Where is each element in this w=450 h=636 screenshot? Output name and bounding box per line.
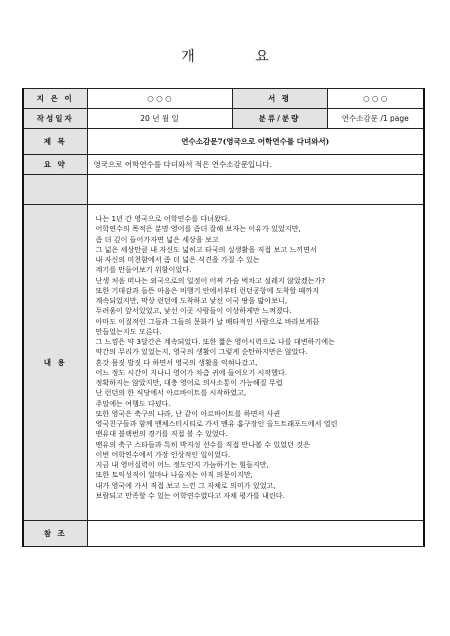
content-line: 혼갓 몸짓 발짓 다 하면서 영국의 생활을 익혀나갔고,: [95, 357, 258, 367]
subject-row: [23, 129, 424, 155]
reference-value: [87, 521, 424, 547]
content-label: 내 용: [23, 205, 87, 521]
summary-row: [23, 155, 424, 175]
content-line: 주말에는 여행도 다녔다.: [95, 398, 171, 408]
content-line: 이번 어학연수에서 가장 인상적인 일이었다.: [95, 449, 231, 459]
content-line: 좀 더 깊이 들어가자면 넓은 세상을 보고: [95, 234, 219, 244]
content-line: 계기를 만들어보기 위함이었다.: [95, 265, 192, 275]
content-line: 그 느낌은 약 3달간은 계속되었다. 또한 짧은 영어시력으로 나를 대변하기에는: [95, 337, 335, 346]
date-label: 작성일자: [23, 109, 87, 129]
date-row: [23, 109, 424, 129]
content-row: [23, 205, 424, 521]
content-line: 또한 토익성적이 얼마나 나올지는 아직 의문이지만,: [95, 470, 253, 480]
content-line: 어학연수의 목적은 분명 영어를 좀더 잘해 보자는 이유가 있었지만,: [95, 224, 301, 234]
page-title: 개 요: [181, 49, 297, 65]
author-value: ○ ○ ○: [87, 89, 232, 109]
content-line: 난생 처음 떠나는 외국으로의 일정이 어찌 가슴 벅차고 설레지 않았겠는가?: [95, 275, 326, 285]
overview-form: [22, 88, 425, 547]
date-value: 20 년 월 일: [87, 109, 232, 129]
summary-value: 영국으로 어학연수를 다녀와서 적은 연수소감문입니다.: [87, 155, 424, 175]
summary-label: 요 약: [23, 155, 87, 175]
category-label: 분류/분량: [232, 109, 327, 129]
category-value: 연수소감문 /1 page: [327, 109, 424, 129]
content-line: 또한 기대감과 들뜬 마음은 비행기 안에서부터 런던공항에 도착할 때까지: [95, 285, 320, 295]
content-line: 보람되고 만족할 수 있는 어학연수였다고 자체 평가를 내린다.: [95, 490, 285, 500]
content-line: 아마도 이질적인 그들과 그들의 문화가 날 배타적인 사람으로 바라보게끔: [95, 316, 320, 326]
reference-label: 참 조: [23, 521, 87, 547]
author-row: [23, 89, 424, 109]
content-line: 그 넓은 세상만큼 내 자신도 넓히고 타국의 실생활을 직접 보고 느끼면서: [95, 244, 317, 254]
spacer-row: [23, 175, 424, 205]
content-line: 또한 영국은 축구의 나라, 난 같이 아르바이트를 하면서 사귄: [95, 408, 281, 418]
content-lines: [96, 214, 418, 501]
reviewer-value: ○ ○ ○: [327, 89, 424, 109]
author-label: 지 은 이: [23, 89, 87, 109]
content-line: 약간의 무리가 있었는지, 영국의 생활이 그렇게 순탄하지만은 않았다.: [95, 347, 308, 357]
subject-value: 연수소감문7(영국으로 어학연수를 다녀와서): [87, 129, 424, 155]
reference-row: [23, 521, 424, 547]
content-line: 난 런던의 한 식당에서 아르바이트를 시작하였고,: [95, 388, 247, 398]
content-line: 영국친구들과 함께 맨체스터시티로 가서 맨유 홈구장인 올드트래포드에서 열린: [95, 419, 338, 428]
content-line: 내가 영국에 가서 직접 보고 느낀 그 자체로 의미가 있었고,: [95, 480, 276, 490]
content-line: 계속되었지만, 막상 런던에 도착하고 낯선 이국 땅을 밟아보니,: [95, 296, 288, 305]
content-line: 맨유의 축구 스타들과 특히 박지성 선수를 직접 만나볼 수 있었던 것은: [95, 439, 310, 449]
content-line: 어느 정도 시간이 지나니 영어가 차츰 귀에 들어오기 시작했다.: [95, 367, 288, 377]
content-line: 맨유대 블랙번의 경기를 직접 볼 수 있었다.: [95, 429, 228, 439]
subject-label: 제 목: [23, 129, 87, 155]
content-line: 나는 1년 간 영국으로 어학연수를 다녀왔다.: [95, 214, 231, 223]
content-line: 정확하지는 않았지만, 대충 영어로 의사소통이 가능해질 무렵: [95, 378, 283, 387]
reviewer-label: 서 평: [232, 89, 327, 109]
content-line: 만들었는지도 모른다.: [95, 326, 162, 336]
content-body: [87, 205, 424, 521]
content-line: 지금 내 영어실력이 어느 정도인지 가늠하기는 힘들지만,: [95, 460, 269, 469]
content-line: 내 자신의 미천함에서 좀 더 넓은 식견을 가질 수 있는: [95, 255, 260, 264]
content-line: 두려움이 앞서있었고, 낯선 이곳 사람들이 이상하게만 느껴졌다.: [95, 306, 292, 316]
